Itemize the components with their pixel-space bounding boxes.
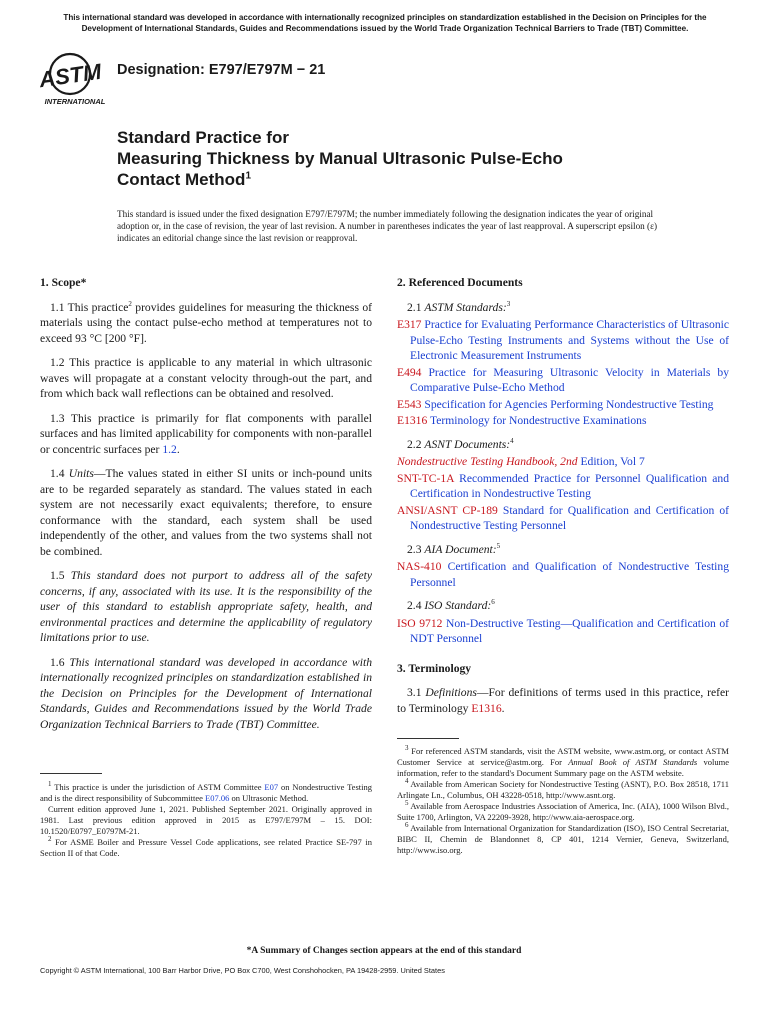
ref-code[interactable]: NAS-410 <box>397 560 442 573</box>
footnote-text: Available from International Organization for Standardization (ISO), ISO Central Secretariat, BIBC II, Chemin de Blandonnet 8, CP 401, 1214 Vernier, Geneva, Switzerland, http://www.iso.org. <box>397 823 729 855</box>
footnote-rule-right <box>397 738 459 739</box>
ref-item-iso-9712[interactable] <box>397 616 729 647</box>
ref-code[interactable]: SNT-TC-1A <box>397 471 454 485</box>
para-italic: Units <box>68 467 94 480</box>
footnote-mark-6: 6 <box>491 598 495 607</box>
logo-international-text: INTERNATIONAL <box>44 97 106 106</box>
footnote-mark-2: 2 <box>128 299 132 308</box>
right-column <box>397 275 729 725</box>
astm-standards-label <box>407 300 729 316</box>
footnote-number: 5 <box>405 799 409 808</box>
footnote-number: 1 <box>48 780 52 789</box>
footnote-number: 3 <box>405 744 409 753</box>
ref-item-snt-tc-1a[interactable] <box>397 471 729 502</box>
footnote-1-edition: Current edition approved June 1, 2021. Published September 2021. Originally approved in 1981. Last previous edition approved in 2015 as E797/E797M – 15. DOI: 10.1520/E0797_E0797M-21. <box>40 804 372 836</box>
subsection-label: ASNT Documents: <box>424 437 511 451</box>
terminology-heading: 3. Terminology <box>397 661 472 675</box>
footnote-4 <box>397 779 729 801</box>
footnote-2 <box>40 837 372 859</box>
ref-item-nas-410[interactable] <box>397 559 729 590</box>
footnote-mark-5: 5 <box>496 541 501 550</box>
footnote-text: volume information, refer to the standard's Document Summary page on the ASTM website. <box>397 757 729 778</box>
ref-code[interactable]: Nondestructive Testing Handbook, 2nd <box>397 455 578 468</box>
ref-title[interactable]: Non-Destructive Testing—Qualification and Certification of NDT Personnel <box>410 616 729 645</box>
ref-title[interactable]: Practice for Measuring Ultrasonic Velocity in Materials by Comparative Pulse-Echo Method <box>410 365 729 394</box>
footnote-5 <box>397 801 729 823</box>
ref-item-cp-189[interactable] <box>397 503 729 534</box>
para-number: 1.4 <box>50 467 69 480</box>
ref-item-e1316[interactable] <box>397 413 729 429</box>
designation: Designation: E797/E797M − 21 <box>117 62 326 78</box>
issue-note: This standard is issued under the fixed designation E797/E797M; the number immediately following the designation indicates the year of original adoption or, in the case of revision, the year of last revision. A number in parentheses indicates the year of last reapproval. A superscript epsilon (ε) indicates an editorial change since the last revision or reapproval. <box>117 209 658 243</box>
section-link-1.2[interactable]: 1.2 <box>162 442 177 456</box>
scope-para-1.6 <box>40 655 372 733</box>
para-italic: This international standard was developed in accordance with internationally recognized principles on standardization established in the Decision on Principles for the Development of International Standards, Guides and Recommendations issued by the World Trade Organization Technical Barriers to Trade (TBT) Committee. <box>40 655 372 731</box>
footnote-mark-4: 4 <box>510 436 514 445</box>
footnotes-right <box>397 746 729 856</box>
footnotes-left <box>40 782 372 859</box>
scope-para-1.2: 1.2 This practice is applicable to any material in which ultrasonic waves will propagate at a constant velocity through-out the part, and from which back wall reflections can be obtained and resolved. <box>40 356 372 400</box>
ref-title[interactable]: Terminology for Nondestructive Examinations <box>427 414 647 427</box>
left-column <box>40 275 372 741</box>
ref-code[interactable]: E543 <box>397 397 422 411</box>
footnote-text: This practice is under the jurisdiction of ASTM Committee <box>51 782 265 792</box>
para-number: 1.6 <box>50 655 70 669</box>
astm-logo <box>40 50 112 108</box>
aia-document-group <box>397 542 729 591</box>
referenced-documents-heading: 2. Referenced Documents <box>397 276 523 289</box>
footnote-1 <box>40 782 372 804</box>
iso-standard-label <box>407 598 729 614</box>
subsection-label: ASTM Standards: <box>424 300 507 314</box>
footnote-rule-left <box>40 773 102 774</box>
para-italic: Definitions <box>425 686 477 699</box>
ref-title[interactable]: Practice for Evaluating Performance Characteristics of Ultrasonic Pulse-Echo Testing Instruments and Systems without the Use of Electronic Measurement Instruments <box>410 318 729 362</box>
footnote-text: For ASME Boiler and Pressure Vessel Code applications, see related Practice SE-797 in Section II of that Code. <box>40 837 372 858</box>
title-line-3-text: Contact Method <box>117 170 246 189</box>
aia-document-label <box>407 542 729 558</box>
para-number: 3.1 <box>407 686 426 699</box>
iso-standard-group <box>397 598 729 647</box>
subsection-label: AIA Document: <box>424 542 497 556</box>
footnote-number: 4 <box>405 777 409 786</box>
title-line-2: Measuring Thickness by Manual Ultrasonic Pulse-Echo <box>117 149 563 168</box>
subsection-label: ISO Standard: <box>424 599 492 612</box>
ref-code[interactable]: E317 <box>397 318 422 331</box>
para-text: 1.1 This practice <box>50 300 129 314</box>
para-italic: This standard does not purport to address all of the safety concerns, if any, associated with its use. It is the responsibility of the user of this standard to establish appropriate safety, health, and environmental practices and determine the applicability of regulatory limitations prior to use. <box>40 569 372 644</box>
para-text: 1.3 This practice is primarily for flat components with parallel surfaces and has limited applicability for components with non-parallel or concentric surfaces per <box>40 411 372 456</box>
scope-para-1.1 <box>40 300 372 347</box>
para-number: 2.1 <box>407 300 425 314</box>
ref-title[interactable]: Recommended Practice for Personnel Qualification and Certification in Nondestructive Testing <box>410 471 729 500</box>
ref-item-e317[interactable] <box>397 317 729 364</box>
para-text: provides guidelines for measuring the thickness of materials using the contact pulse-echo method at temperatures not to exceed 93 °C [200 °F]. <box>40 300 373 345</box>
para-text: . <box>501 701 505 715</box>
footnote-number: 6 <box>405 821 409 830</box>
title-footnote-mark: 1 <box>245 170 251 182</box>
ref-item-ndt-handbook[interactable] <box>397 454 729 470</box>
para-text: —For definitions of terms used in this practice, refer to Terminology <box>397 686 729 715</box>
para-text: . <box>176 442 180 456</box>
ref-code[interactable]: ANSI/ASNT CP-189 <box>397 503 498 517</box>
footnote-text: on Ultrasonic Method. <box>229 793 309 803</box>
document-title <box>117 127 697 190</box>
footnote-text: For referenced ASTM standards, visit the ASTM website, www.astm.org, or contact ASTM Customer Service at service@astm.org. For <box>397 746 729 767</box>
scope-para-1.4 <box>40 466 372 559</box>
para-number: 2.2 <box>407 437 425 451</box>
ref-title[interactable]: Standard for Qualification and Certification of Nondestructive Testing Personnel <box>410 503 730 532</box>
top-notice: This international standard was developed in accordance with internationally recognized principles on standardization established in the Decision on Principles for the Development of International Standards, Guides and Recommendations issued by the World Trade Organization Technical Barriers to Trade (TBT) Committee. <box>63 13 707 33</box>
astm-logo-graphic <box>40 50 112 108</box>
subcommittee-e07-06-link[interactable]: E07.06 <box>205 793 230 803</box>
para-number: 2.4 <box>407 599 425 612</box>
footnote-text: Available from Aerospace Industries Association of America, Inc. (AIA), 1000 Wilson Blvd., Suite 1700, Arlington, VA 22209-3928, http://www.aia-aerospace.org. <box>397 801 729 822</box>
committee-e07-link[interactable]: E07 <box>264 782 279 792</box>
ref-item-e543[interactable] <box>397 397 729 413</box>
para-number: 1.5 <box>50 569 71 582</box>
ref-title[interactable]: Certification and Qualification of Nondestructive Testing Personnel <box>410 560 729 589</box>
ref-title[interactable]: Specification for Agencies Performing Nondestructive Testing <box>421 397 714 411</box>
asnt-documents-group <box>397 437 729 534</box>
para-text: —The values stated in either SI units or inch-pound units are to be regarded separately as standard. The values stated in each system are not necessarily exact equivalents; therefore, to ensure conformance with the standard, each system shall be used independently of the other, and values from the two systems shall not be combined. <box>40 467 372 558</box>
scope-para-1.5 <box>40 568 372 646</box>
title-line-3 <box>117 169 697 190</box>
footnote-mark-3: 3 <box>506 299 511 308</box>
asnt-documents-label <box>407 437 729 453</box>
footnote-6 <box>397 823 729 856</box>
scope-para-1.3 <box>40 411 372 458</box>
ref-code[interactable]: E494 <box>397 365 422 379</box>
title-line-1: Standard Practice for <box>117 128 289 147</box>
footnote-3 <box>397 746 729 779</box>
terminology-e1316-link[interactable]: E1316 <box>471 701 502 715</box>
ref-code[interactable]: ISO 9712 <box>397 616 443 630</box>
ref-item-e494[interactable] <box>397 365 729 396</box>
footnote-number: 2 <box>48 835 52 844</box>
footnote-text: Available from American Society for Nondestructive Testing (ASNT), P.O. Box 28518, 1711 Arlingate Ln., Columbus, OH 43228-0518, http://www.asnt.org. <box>397 779 729 800</box>
para-number: 2.3 <box>407 542 425 556</box>
logo-astm-text: ASTM <box>40 58 103 93</box>
ref-title[interactable]: Edition, Vol 7 <box>577 455 645 468</box>
summary-of-changes-note: *A Summary of Changes section appears at the end of this standard <box>246 946 522 956</box>
footnote-text: on Nondestructive Testing and is the direct responsibility of Subcommittee <box>40 782 372 803</box>
scope-heading: 1. Scope* <box>40 276 87 289</box>
footnote-italic: Annual Book of ASTM Standards <box>568 757 698 767</box>
ref-code[interactable]: E1316 <box>397 414 428 427</box>
terminology-para-3.1 <box>397 685 729 716</box>
astm-standards-group <box>397 300 729 429</box>
copyright-line: Copyright © ASTM International, 100 Barr Harbor Drive, PO Box C700, West Conshohocken, PA 19428-2959. United States <box>40 966 445 975</box>
